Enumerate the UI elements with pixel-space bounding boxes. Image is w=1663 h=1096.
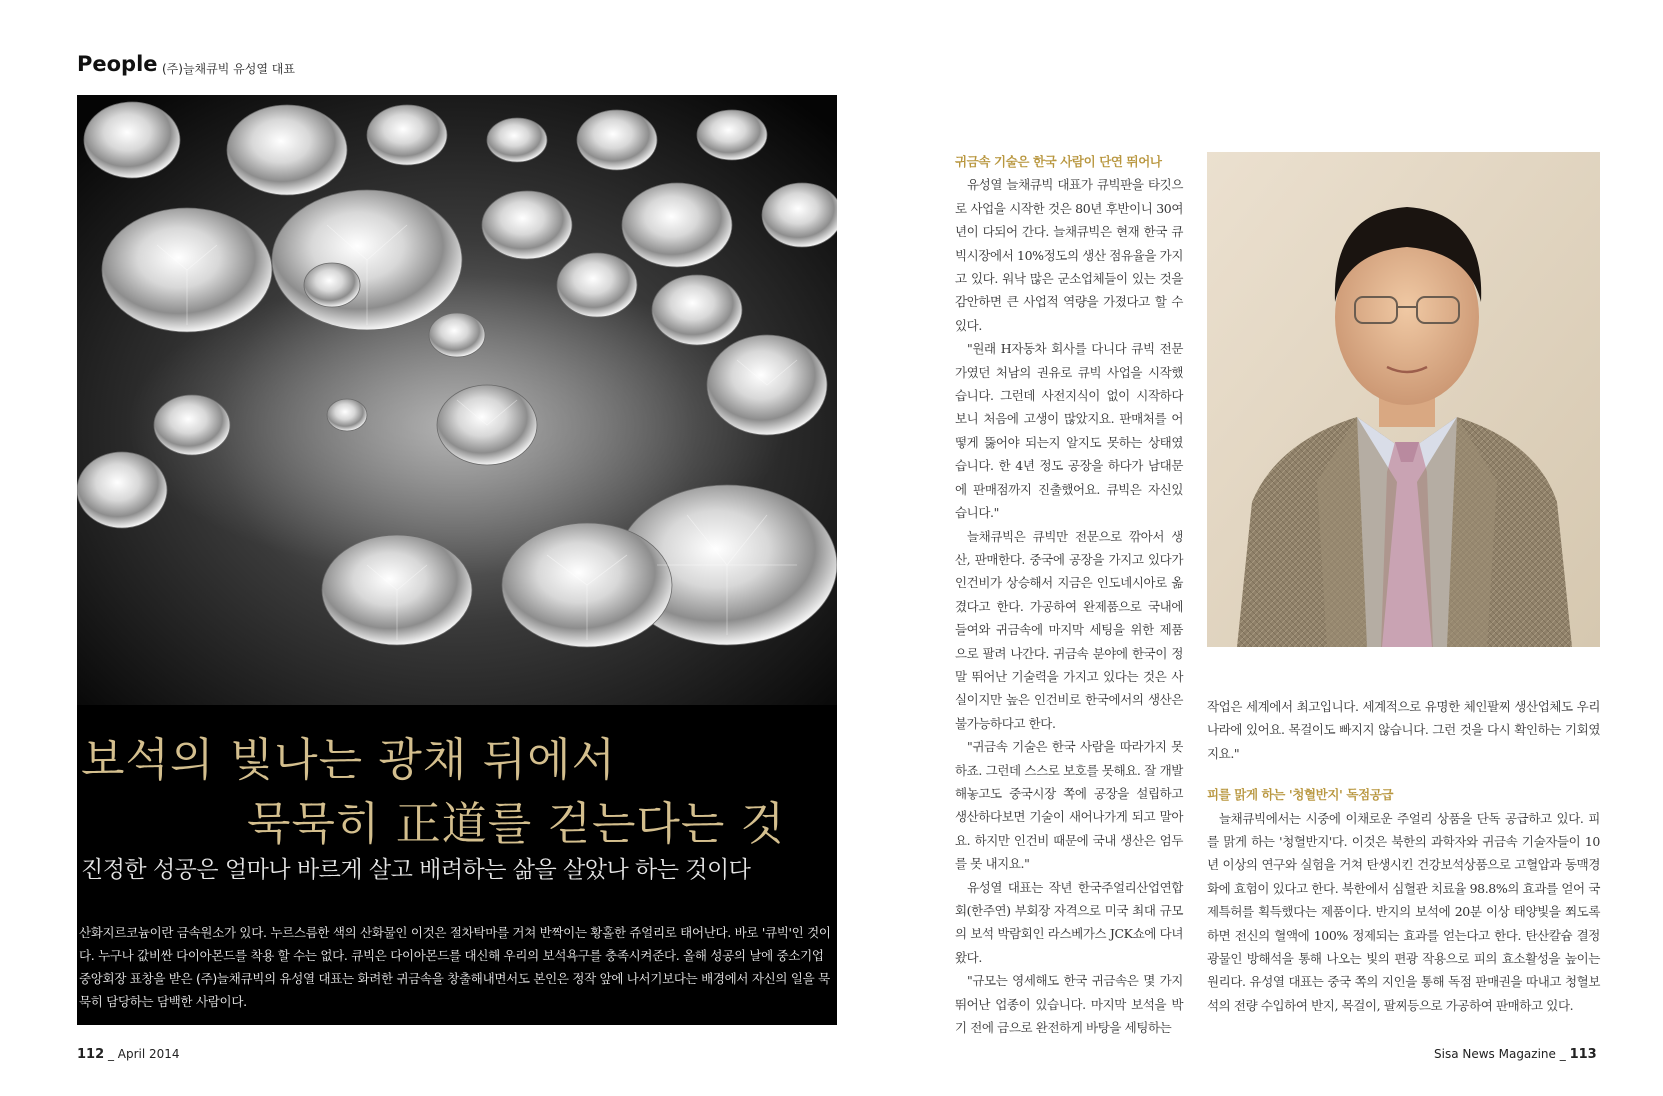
diamonds-photo xyxy=(77,95,837,705)
subheadline: 진정한 성공은 얼마나 바르게 살고 배려하는 삶을 살았나 하는 것이다 xyxy=(81,857,751,883)
headline-line-1: 보석의 빛나는 광채 뒤에서 xyxy=(81,733,617,786)
article-column-right xyxy=(1207,695,1600,1017)
paragraph: "규모는 영세해도 한국 귀금속은 몇 가지 뛰어난 업종이 있습니다. 마지막 보석을 박기 전에 금으로 완전하게 바탕을 세팅하는 xyxy=(955,973,1183,1036)
paragraph: 늘채큐빅은 큐빅만 전문으로 깎아서 생산, 판매한다. 중국에 공장을 가지고 있다가 인건비가 상승해서 지금은 인도네시아로 옮겼다고 한다. 가공하여 완제품으로 국내에 들여와 귀금속에 마지막 세팅을 위한 제품으로 팔려 나간다. 귀금속 분야에 한국이 정말 뛰어난 기술력을 가지고 있다는 것은 사실이지만 높은 인건비로 한국에서의 생산은 불가능하다고 한다. xyxy=(955,528,1183,731)
issue-date: _ April 2014 xyxy=(107,1047,180,1061)
paragraph: 유성열 늘채큐빅 대표가 큐빅판을 타깃으로 사업을 시작한 것은 80년 후반이니 30여 년이 다되어 간다. 늘채큐빅은 현재 한국 큐빅시장에서 10%정도의 생산 점유율을 가지고 있다. 워낙 많은 군소업체들이 있는 것을 감안하면 큰 사업적 역량을 가졌다고 할 수 있다. xyxy=(955,177,1183,333)
page-number-right: 113 xyxy=(1569,1047,1597,1062)
headline-line-2: 묵묵히 正道를 걷는다는 것 xyxy=(247,797,786,850)
feature-block xyxy=(77,95,837,1025)
portrait-photo xyxy=(1207,152,1600,647)
magazine-name: Sisa News Magazine _ xyxy=(1434,1047,1566,1061)
lead-paragraph: 산화지르코늄이란 금속원소가 있다. 누르스름한 색의 산화물인 이것은 절차탁마를 거쳐 반짝이는 황홀한 쥬얼리로 태어난다. 바로 '큐빅'인 것이다. 누구나 값비싼 다이아몬드를 착용 할 수는 없다. 큐빅은 다이아몬드를 대신해 우리의 보석욕구를 충족시켜준다. 올해 성공의 날에 중소기업중앙회장 표창을 받은 (주)늘채큐빅의 유성열 대표는 화려한 귀금속을 창출해내면서도 본인은 정작 앞에 나서기보다는 배경에서 자신의 일을 묵묵히 담당하는 담백한 사람이다. xyxy=(79,925,831,1009)
folio-right xyxy=(1434,1047,1597,1062)
page-number-left: 112 xyxy=(77,1047,105,1062)
section-subtitle: (주)늘채큐빅 유성열 대표 xyxy=(162,62,295,76)
section-heading-2: 피를 맑게 하는 '청혈반지' 독점공급 xyxy=(1207,787,1394,803)
paragraph: 작업은 세계에서 최고입니다. 세계적으로 유명한 체인팔찌 생산업체도 우리나라에 있어요. 목걸이도 빠지지 않습니다. 그런 것을 다시 확인하는 기회였지요." xyxy=(1207,699,1600,761)
section-label: People xyxy=(77,52,158,76)
article-column-middle xyxy=(955,150,1183,1039)
folio-left xyxy=(77,1047,180,1062)
paragraph: 늘채큐빅에서는 시중에 이채로운 주얼리 상품을 단독 공급하고 있다. 피를 맑게 하는 '청혈반지'다. 이것은 북한의 과학자와 귀금속 기술자들이 10년 이상의 연구와 실험을 거쳐 탄생시킨 건강보석상품으로 고혈압과 동맥경화에 효험이 있다고 한다. 북한에서 심혈관 치료율 98.8%의 효과를 얻어 국제특허를 획득했다는 제품이다. 반지의 보석에 20분 이상 태양빛을 쬐도록 하면 전신의 혈액에 100% 정제되는 효과를 얻는다고 한다. 탄산칼슘 결정광물인 방해석을 통해 나오는 빛의 편광 작용으로 피의 효소활성을 높이는 원리다. 유성열 대표는 중국 쪽의 지인을 통해 독점 판매권을 따내고 청혈보석의 전량 수입하여 반지, 목걸이, 팔찌등으로 가공하여 판매하고 있다. xyxy=(1207,810,1600,1013)
section-heading-1: 귀금속 기술은 한국 사람이 단연 뛰어나 xyxy=(955,154,1162,169)
paragraph: 유성열 대표는 작년 한국주얼리산업연합회(한주연) 부회장 자격으로 미국 최대 규모의 보석 박람회인 라스베가스 JCK쇼에 다녀왔다. xyxy=(955,879,1183,965)
paragraph: "귀금속 기술은 한국 사람을 따라가지 못하죠. 그런데 스스로 보호를 못해요. 잘 개발해놓고도 중국시장 쪽에 공장을 설립하고 생산하다보면 기술이 새어나가게 되고 말아요. 하지만 인건비 때문에 국내 생산은 엄두를 못 내지요." xyxy=(955,739,1183,872)
paragraph: "원래 H자동차 회사를 다니다 큐빅 전문가였던 처남의 권유로 큐빅 사업을 시작했습니다. 그런데 사전지식이 없이 시작하다 보니 처음에 고생이 많았지요. 판매처를 어떻게 뚫어야 되는지 알지도 못하는 상태였습니다. 한 4년 정도 공장을 하다가 남대문에 판매점까지 진출했어요. 큐빅은 자신있습니다." xyxy=(955,341,1183,521)
